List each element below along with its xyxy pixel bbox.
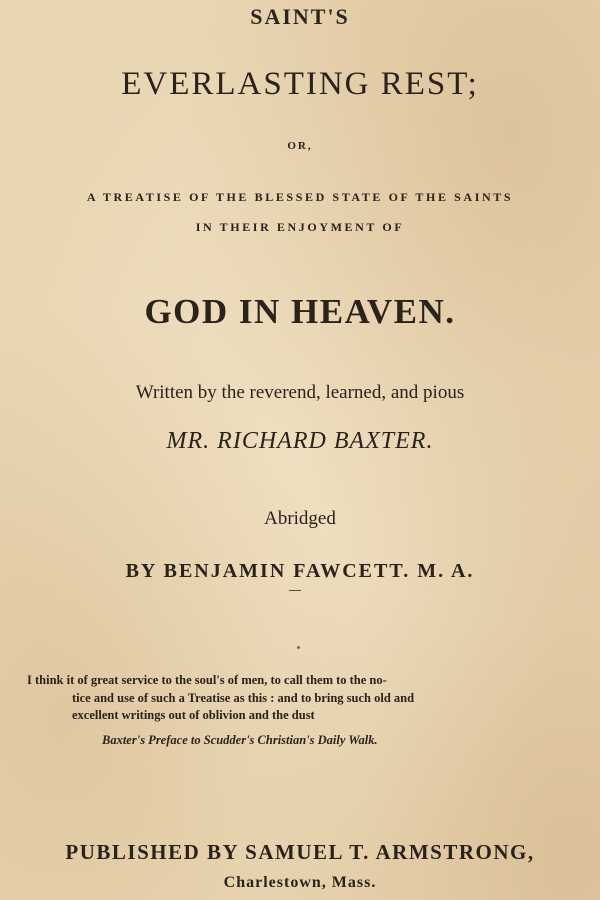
author-name: MR. RICHARD BAXTER. — [166, 428, 434, 454]
subtitle-line-2: IN THEIR ENJOYMENT OF — [195, 220, 405, 234]
subtitle-line-1: A TREATISE OF THE BLESSED STATE OF THE SAINTS — [86, 190, 514, 204]
ink-speck — [297, 646, 300, 649]
publisher-line: PUBLISHED BY SAMUEL T. ARMSTRONG, — [65, 840, 535, 864]
subject-heading: GOD IN HEAVEN. — [144, 292, 456, 331]
or-line: OR, — [287, 140, 313, 152]
quote-line-2: tice and use of such a Treatise as this : and to bring such old and — [72, 691, 415, 705]
title-line-1: SAINT'S — [250, 4, 350, 29]
abridged-label: Abridged — [264, 508, 336, 529]
divider-rule — [289, 590, 301, 591]
title-line-2: EVERLASTING REST; — [121, 66, 479, 102]
place-line: Charlestown, Mass. — [223, 874, 377, 891]
quote-line-1: I think it of great service to the soul's of men, to call them to the no- — [27, 673, 387, 687]
written-by-line: Written by the reverend, learned, and pious — [135, 382, 465, 403]
quote-line-3: excellent writings out of oblivion and the dust — [72, 708, 315, 722]
abridger-name: BY BENJAMIN FAWCETT. M. A. — [125, 560, 475, 582]
quote-attribution: Baxter's Preface to Scudder's Christian's Daily Walk. — [102, 733, 378, 747]
